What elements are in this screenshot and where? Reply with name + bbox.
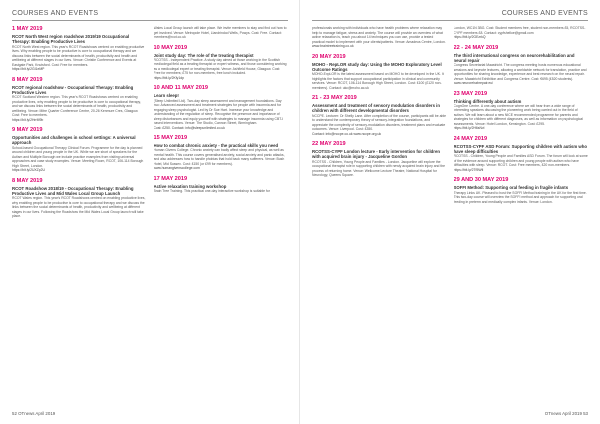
event-contact: https://bit.ly/2HrrM9b xyxy=(12,117,44,122)
event-description: Human Givens College. Chronic anxiety can badly affect sleep and physical, as well as mental health. This course covers generalised anxiety, social anxiety and panic attacks, and also addresses how to handle phobias that hold back many sufferers. Venue: Bush Hotel, Mid Sussex. Cost: £150 (or £99 for members). xyxy=(153,148,285,166)
event-contact: https://bit.ly/2H6sNvl xyxy=(453,126,485,131)
event-description: RCOTSS - Children, Young People and Families - London. Jacqueline will explore the occupational therapist role in supporting children with newly acquired brain injury and the process of returning home. Venue: Wellcome Lecture Theatre, National Hospital for Neurology, Queens Square. xyxy=(312,159,446,178)
event-date: 24 MAY 2019 xyxy=(453,135,488,142)
event-entry xyxy=(454,26,589,40)
event-entry xyxy=(312,26,447,49)
event-contact: Contact: info@nccpe.co.uk www.nccpe.org.uk xyxy=(312,131,382,136)
event-title: RCOTSS-CYPF ASD Forum: Supporting children with autism who have sleep difficulties xyxy=(453,143,588,155)
event-entry xyxy=(12,178,147,219)
event-description: RCOTSS - Independent Practice. A study day aimed at those working in the Scottish medicolegal field as a treating therapist or expert witness, and those considering working as a medicolegal expert or treating therapist. Venue: Ashfield House, Glasgow. Cost: Free for members; £75 for non-members, free lunch included. xyxy=(153,57,287,76)
event-contact: https://bit.ly/2UXZp2U xyxy=(12,168,45,173)
event-description: Wales Local Group launch will take place. We invite members to stay and find out how to get involved. Venue: Metropole Hotel, Llandrindod Wells, Powys. Cost: Free. Contact: members@rcot.co.uk xyxy=(153,26,287,39)
event-title: Joint study day: The role of the treating therapist xyxy=(153,52,254,58)
event-contact: www.braintreetraining.co.uk xyxy=(312,44,354,48)
event-description: RCOT Wales region. This year's RCOT Roadshows centred on enabling productive lives, why enabling people to be productive is core to occupational therapy and we discuss the links between the social determinants of health, productivity and wellbeing at different stages in our lives. Following the Roadshow the Mid Wales Local Group launch will take place. xyxy=(12,196,146,219)
event-title: Active relaxation training workshop xyxy=(153,183,227,189)
event-entry xyxy=(312,141,447,178)
event-date: 10 MAY 2019 xyxy=(153,44,188,51)
event-date: 23 MAY 2019 xyxy=(453,90,488,97)
right-page xyxy=(300,0,600,424)
event-entry xyxy=(454,45,589,86)
event-entry xyxy=(154,176,289,194)
event-date: 15 MAY 2019 xyxy=(153,135,188,142)
event-date: 1 MAY 2019 xyxy=(12,26,43,32)
event-contact: https://bit.ly/2GEzrkQ xyxy=(453,35,486,39)
event-description: CognOne Centre. A one-day conference where we will hear from a wide range of interesting speakers discussing the pioneering work being carried out in the field of autism. We will learn about a new NICE recommended programme for parents and strategies for children with different diagnoses, as well as information on psychological assessments. Venue: Hotel London, Kensington. Cost: £295. xyxy=(453,103,583,126)
event-title: Assessment and treatment of sensory modulation disorders in children with different developmental disorders xyxy=(312,103,440,114)
column xyxy=(454,26,589,406)
event-title: The third international congress on neurorehabilitation and neural repair xyxy=(453,52,575,63)
event-description: NCCPE. Lecturer: Dr Shelly Lane. After completion of the course, participants will be able to understand the contemporary theory of sensory-integration foundations, and appreciate the complexity of sensory-modulation disorders, treatment plans and evaluate outcomes. Venue: Liverpool. Cost: £350. xyxy=(312,113,446,132)
event-title: Learn sleep! xyxy=(153,93,179,99)
section-header: COURSES AND EVENTS xyxy=(12,10,99,17)
event-entry xyxy=(12,26,147,72)
event-date: 9 MAY 2019 xyxy=(12,127,43,134)
event-description: MOHO-ExpLOR is the latest assessment based on MOHO to be developed in the UK. It highlights the factors that support occupational participation in clinical and community services. Venue: RCOT, 106-114 Borough High Street, London. Cost: £100 (£120 non-members). Contact: ukc@moho.ac.uk xyxy=(312,72,444,90)
event-contact: https://bit.ly/2Kfy1dp xyxy=(153,75,185,80)
event-description: professionals working with individuals who have health problems where relaxation may help to manage fatigue, stress and anxiety. The course will provide an overview of what active relaxation is, teach you about 14 techniques you can use, provide a tested practical model to implement with your clients/patients. Venue: Amadeus Centre, London. xyxy=(312,26,446,44)
event-entry xyxy=(12,77,147,123)
columns xyxy=(12,26,288,406)
event-description: Therapy Links UK. Pleased to host the SOFFI Method training in the UK for the first time. This two-day course will overview the SOFFI method and approach for supporting oral feeding in preterm and medically complex infants. Venue: London. xyxy=(453,190,587,204)
event-title: RCOTSS-CYPF London lecture - Early intervention for children with acquired brain injury - Jacqueline Gordon xyxy=(312,149,440,160)
event-date: 8 MAY 2019 xyxy=(12,177,43,184)
event-entry xyxy=(154,26,289,40)
header-rule xyxy=(12,20,288,21)
event-contact: https://bit.ly/2GI1eMP xyxy=(12,67,45,72)
event-entry xyxy=(312,95,447,136)
event-entry xyxy=(12,127,147,173)
event-description: School-based Occupational Therapy Clinical Forum. Programme for the day is planned around children and young people in the UK. While we are short of speakers for the Autism and Multiple Borough we include practice examples from visiting universal approaches and case study examples. Venue: Meeting Room, RCOT, 106-114 Borough High Street, London. xyxy=(12,145,144,168)
section-header: COURSES AND EVENTS xyxy=(501,10,588,17)
event-date: 20 MAY 2019 xyxy=(312,53,346,60)
event-description: London, WC1N 3BG. Cost: Student members free, student non-members £5, RCOTSS-CYPF members £8. Contact: cypfshelloe@gmail.com xyxy=(453,26,586,35)
event-contact: www.humangivenscollege.com xyxy=(153,166,200,171)
event-date: 29 AND 30 MAY 2019 xyxy=(453,177,509,184)
event-description: Congress Secretariat Maastricht. The congress meeting hosts numerous educational sessions and keynote lectures, allowing a worldwide network for translation, practice and opportunities for sharing knowledge, experience and best research on the neural repair. Venue: Maastricht Exhibition and Congress Centre. Cost: €695 (£520 students). xyxy=(453,63,587,81)
event-description: Brain Tree Training. This practical one-day interactive workshop is suitable for xyxy=(153,189,270,194)
event-entry xyxy=(154,135,289,171)
event-entry xyxy=(154,85,289,130)
header-rule xyxy=(312,20,588,21)
event-contact: Cost: £250. Contact: info@sleepunlimited.co.uk xyxy=(153,125,225,130)
event-date: 22 - 24 MAY 2019 xyxy=(453,44,499,51)
event-title: Opportunities and challenges in school settings: A universal approach xyxy=(12,135,136,146)
event-entry xyxy=(154,45,289,81)
event-contact: https://bit.ly/2Tf5Wtl xyxy=(453,167,484,172)
event-description: RCOTSS - Children, Young People and Families ASD Forum. The forum will look at some of the evidence around supporting children and young people with autism who have difficulties with sleep. Venue: RCOT. Cost: Free members, £20 non-members. xyxy=(453,154,588,168)
columns xyxy=(312,26,588,406)
event-date: 17 MAY 2019 xyxy=(153,175,188,182)
event-date: 10 AND 11 MAY 2019 xyxy=(153,85,209,92)
event-entry xyxy=(454,91,589,131)
column xyxy=(154,26,289,406)
event-title: How to combat chronic anxiety - the practical skills you need xyxy=(153,143,279,149)
event-entry xyxy=(312,54,447,91)
page-footer: 52 OTnews April 2019 xyxy=(12,411,56,416)
event-entry xyxy=(454,177,589,204)
event-title: Thinking differently about autism xyxy=(453,98,522,104)
event-contact: www.neurorehabrepair.eu/ xyxy=(453,81,494,86)
event-date: 8 MAY 2019 xyxy=(12,76,43,83)
event-description: RCOT Scotland Western region. This year's RCOT Roadshows centred on enabling productive lives, why enabling people to be productive is core to occupational therapy, and we discuss links between the social determinants of health, productivity and wellbeing. Venue: Mitre Quarter Conference Centre, 20-26 Kenmure Cres, Glasgow. Cost: Free to members. xyxy=(12,95,141,118)
column xyxy=(12,26,147,406)
event-title: RCOT regional roadshow - Occupational Therapy: Enabling Productive Lives xyxy=(12,84,134,95)
event-date: 22 MAY 2019 xyxy=(312,141,346,148)
event-title: RCOT Roadshow 2018/19 - Occupational Therapy: Enabling Productive Lives and Mid Wales Local Group Launch xyxy=(12,185,134,197)
event-description: RCOT North West region. This year's RCOT Roadshows centred on enabling productive lives. Why enabling people to be productive is core to occupational therapy and we discuss links between the social determinants of health, productivity and health and wellbeing at different stages in our lives. Venue: Christie Conference and Events at Eastgate Park, Knutsford. Cost: Free for members. xyxy=(12,44,145,67)
page-footer: OTnews April 2019 53 xyxy=(544,411,588,416)
event-entry xyxy=(454,136,589,173)
event-title: SOFFI Method: Supporting oral feeding in fragile infants xyxy=(453,185,569,191)
event-title: MOHO - RepLOR study day: Using the MOHO Exploratory Level Outcome Ratings xyxy=(312,61,442,72)
event-description: (Sleep Unlimited Ltd). Two-day sleep assessment and management foundations. Day two: Advanced assessment and treatment strategies for people with insomnia and for engaging sleep psychologist. Led by Dr Sue Hart. Increase your knowledge and understanding of the regulation of sleep. Recognise the presence and importance of sleep disturbances and equip yourself with strategies to manage insomnia using CBT-I based interventions. Venue: The Studio, Cannon Street, Birmingham. xyxy=(153,98,284,126)
event-date: 21 - 23 MAY 2019 xyxy=(312,95,357,102)
event-title: RCOT North West region roadshow 2019/19 Occupational Therapy: Enabling Productive Lives xyxy=(12,34,130,45)
column xyxy=(312,26,447,406)
